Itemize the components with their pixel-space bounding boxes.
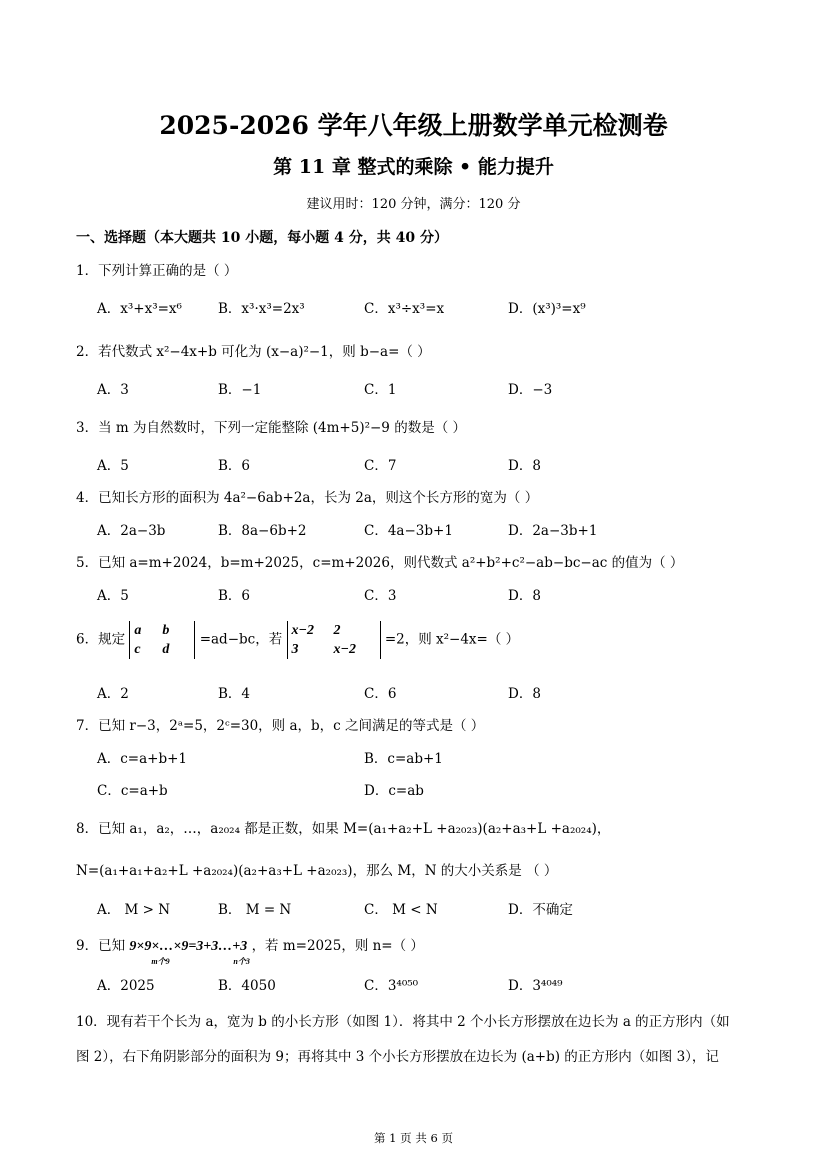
det2-22: x−2 [333, 642, 356, 657]
question-3-option-d: D．8 [508, 458, 541, 474]
question-9-stem [76, 934, 424, 966]
question-4-option-c: C．4a−3b+1 [364, 523, 453, 539]
question-8-option-a: A． M > N [97, 902, 171, 918]
det2-21: 3 [291, 642, 299, 657]
question-7-option-b: B．c=ab+1 [364, 751, 443, 767]
question-1-stem: 1．下列计算正确的是（ ） [76, 263, 238, 279]
question-3-stem: 3．当 m 为自然数时，下列一定能整除 (4m+5)²−9 的数是（ ） [76, 420, 466, 436]
det-d: d [162, 642, 170, 657]
question-2-option-b: B．−1 [218, 382, 262, 398]
page-subtitle: 第 11 章 整式的乘除 • 能力提升 [273, 156, 554, 178]
section-heading: 一、选择题（本大题共 10 小题，每小题 4 分，共 40 分） [76, 230, 448, 246]
question-9-expr-text: 9×9×…×9=3+3…+3 [129, 939, 248, 954]
question-5-option-a: A．5 [97, 588, 129, 604]
question-5-option-c: C．3 [364, 588, 397, 604]
question-8-option-c: C． M < N [364, 902, 438, 918]
det2-12: 2 [333, 623, 341, 638]
question-9-option-a: A．2025 [97, 978, 155, 994]
question-2-option-c: C．1 [364, 382, 397, 398]
question-9-option-d: D．3⁴⁰⁴⁹ [508, 978, 563, 994]
question-3-option-b: B．6 [218, 458, 251, 474]
question-9-option-b: B．4050 [218, 978, 276, 994]
question-2-option-a: A．3 [97, 382, 129, 398]
question-6-mid: =ad−bc，若 [199, 631, 283, 648]
question-9-suffix: ，若 m=2025，则 n=（ ） [251, 938, 424, 954]
question-1-option-a: A．x³+x³=x⁶ [97, 301, 182, 317]
det-c: c [134, 642, 141, 657]
question-4-option-a: A．2a−3b [97, 523, 166, 539]
question-6-stem [76, 621, 519, 659]
question-2-stem: 2．若代数式 x²−4x+b 可化为 (x−a)²−1，则 b−a=（ ） [76, 344, 431, 360]
question-8-line-2: N=(a₁+a₁+a₂+L +a₂₀₂₄)(a₂+a₃+L +a₂₀₂₃)，那么 M，N 的大小关系是 （ ） [76, 863, 558, 879]
page-title: 2025-2026 学年八年级上册数学单元检测卷 [159, 111, 668, 140]
question-5-option-b: B．6 [218, 588, 251, 604]
question-2-option-d: D．−3 [508, 382, 553, 398]
question-9-expression [129, 939, 250, 966]
question-10-line-2: 图 2），右下角阴影部分的面积为 9；再将其中 3 个小长方形摆放在边长为 (a+b) 的正方形内（如图 3），记 [76, 1049, 719, 1065]
question-6-suffix: =2，则 x²−4x=（ ） [384, 631, 520, 648]
under-label-m: m个9 [151, 957, 170, 966]
question-4-option-b: B．8a−6b+2 [218, 523, 307, 539]
question-7-option-c: C．c=a+b [97, 783, 168, 799]
det-a: a [134, 623, 142, 638]
question-8-option-b: B． M = N [218, 902, 292, 918]
question-7-stem: 7．已知 r−3，2ᵃ=5，2ᶜ=30，则 a，b，c 之间满足的等式是（ ） [76, 718, 485, 734]
question-6-option-c: C．6 [364, 686, 397, 702]
question-8-option-d: D．不确定 [508, 902, 573, 918]
determinant-definition [129, 621, 195, 659]
question-1-option-c: C．x³÷x³=x [364, 301, 445, 317]
question-5-option-d: D．8 [508, 588, 541, 604]
determinant-given [287, 621, 381, 659]
question-3-option-c: C．7 [364, 458, 397, 474]
under-label-n: n个3 [233, 957, 250, 966]
question-6-option-b: B．4 [218, 686, 251, 702]
question-5-stem: 5．已知 a=m+2024，b=m+2025，c=m+2026，则代数式 a²+b²+c²−ab−bc−ac 的值为（ ） [76, 555, 684, 571]
det2-11: x−2 [291, 623, 314, 638]
question-6-option-d: D．8 [508, 686, 541, 702]
det-b: b [162, 623, 170, 638]
question-4-stem: 4．已知长方形的面积为 4a²−6ab+2a，长为 2a，则这个长方形的宽为（ ） [76, 490, 539, 506]
question-6-option-a: A．2 [97, 686, 129, 702]
question-7-option-a: A．c=a+b+1 [97, 751, 188, 767]
question-4-option-d: D．2a−3b+1 [508, 523, 598, 539]
page-footer: 第 1 页 共 6 页 [374, 1131, 453, 1145]
question-8-line-1: 8．已知 a₁，a₂，…，a₂₀₂₄ 都是正数，如果 M=(a₁+a₂+L +a₂₀₂₃)(a₂+a₃+L +a₂₀₂₄)， [76, 821, 611, 837]
question-1-option-b: B．x³·x³=2x³ [218, 301, 305, 317]
question-9-option-c: C．3⁴⁰⁵⁰ [364, 978, 419, 994]
question-7-option-d: D．c=ab [364, 783, 424, 799]
time-score-note: 建议用时：120 分钟，满分：120 分 [306, 197, 521, 212]
question-1-option-d: D．(x³)³=x⁹ [508, 301, 586, 317]
question-3-option-a: A．5 [97, 458, 129, 474]
question-10-line-1: 10．现有若干个长为 a，宽为 b 的小长方形（如图 1）．将其中 2 个小长方形摆放在边长为 a 的正方形内（如 [76, 1014, 730, 1030]
question-9-prefix: 9．已知 [76, 938, 126, 954]
question-6-prefix: 6．规定 [76, 631, 126, 648]
